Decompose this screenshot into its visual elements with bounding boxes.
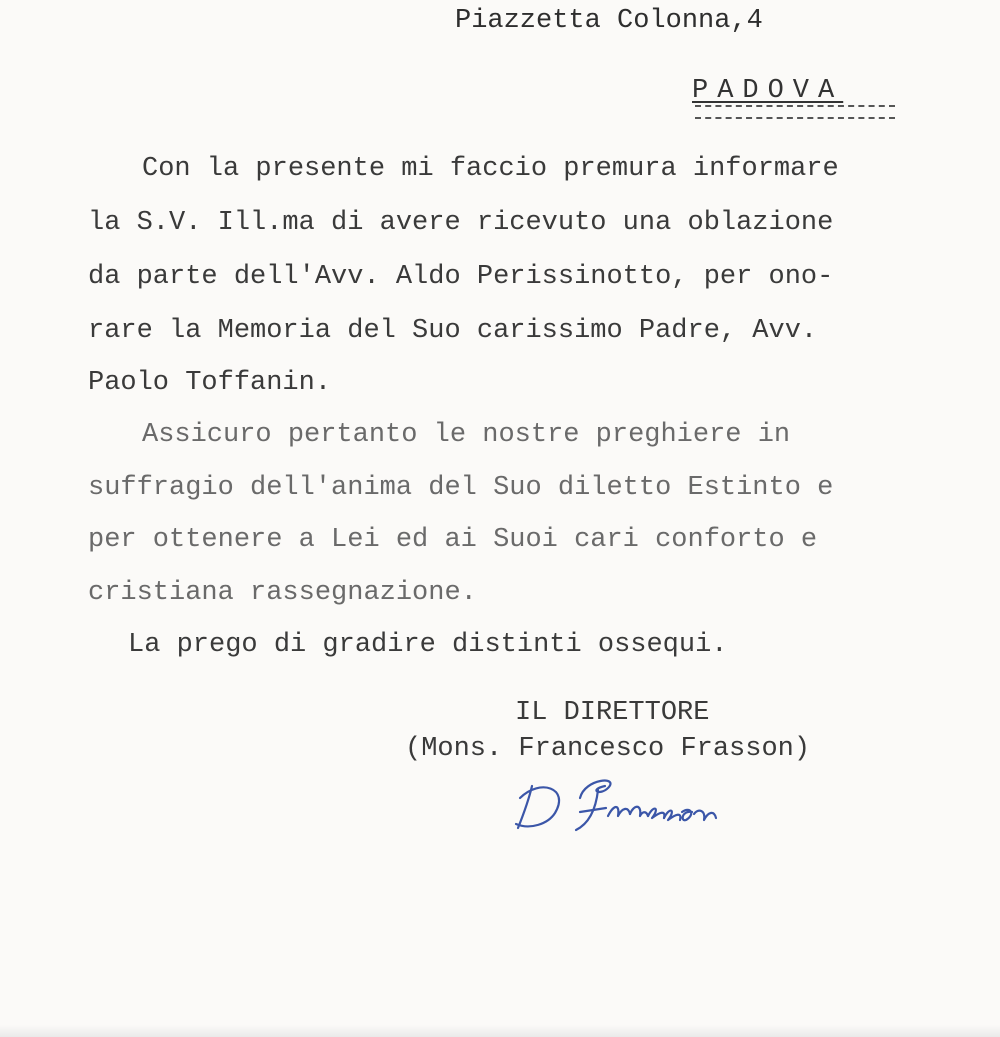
- body-line: la S.V. Ill.ma di avere ricevuto una oblazione: [88, 208, 834, 238]
- body-line: Paolo Toffanin.: [88, 368, 332, 398]
- body-line: suffragio dell'anima del Suo diletto Estinto e: [88, 473, 834, 503]
- closing-line: La prego di gradire distinti ossequi.: [128, 630, 728, 660]
- body-line: Con la presente mi faccio premura informare: [142, 154, 839, 184]
- signatory-title: IL DIRETTORE: [515, 698, 710, 728]
- body-line: Assicuro pertanto le nostre preghiere in: [142, 420, 791, 450]
- body-line: cristiana rassegnazione.: [88, 578, 477, 608]
- city-heading: PADOVA: [692, 76, 844, 106]
- signatory-name: (Mons. Francesco Frasson): [405, 734, 811, 764]
- handwritten-signature: [510, 768, 770, 838]
- body-line: rare la Memoria del Suo carissimo Padre, Avv.: [88, 316, 818, 346]
- body-line: da parte dell'Avv. Aldo Perissinotto, per ono-: [88, 262, 834, 292]
- body-line: per ottenere a Lei ed ai Suoi cari conforto e: [88, 525, 818, 555]
- sender-address: Piazzetta Colonna,4: [455, 6, 763, 36]
- city-double-underline: [695, 105, 895, 119]
